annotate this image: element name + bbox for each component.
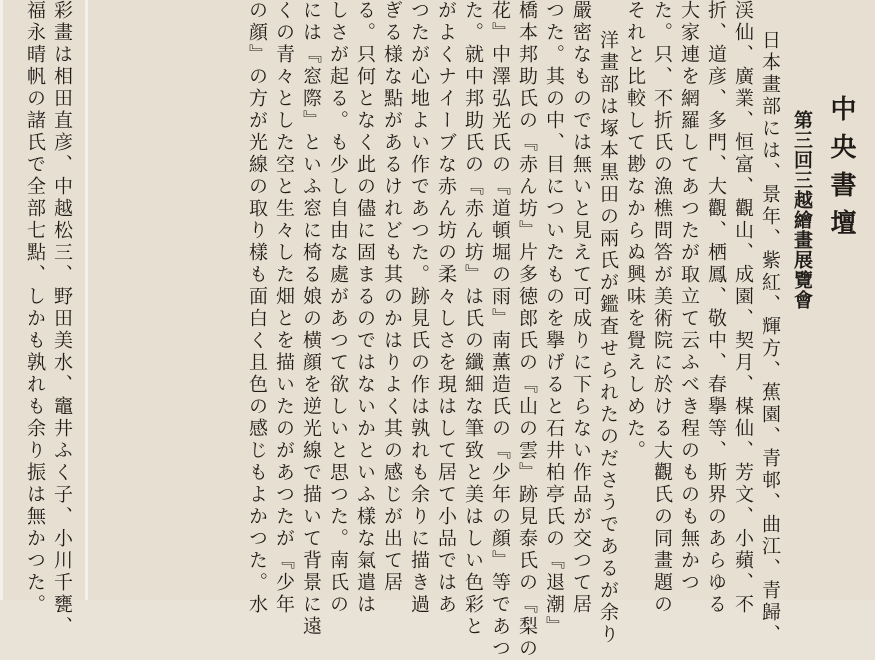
article-headline: 第三回三越繪畫展覽會 bbox=[791, 110, 813, 310]
text-column: た。只、不折氏の漁樵問答が美術院に於ける大觀氏の同畫題の bbox=[651, 0, 673, 616]
text-column: 洋畫部は塚本黒田の兩氏が鑑査せられたのださうであるが余り bbox=[597, 30, 619, 646]
text-column: 彩畫は相田直彦、中越松三、野田美水、竈井ふく子、小川千甕、 bbox=[51, 0, 73, 638]
section-title: 中央書壇 bbox=[826, 95, 856, 247]
text-column: 嚴密なものでは無いと見えて可成りに下らない作品が交つて居 bbox=[570, 0, 592, 616]
text-column: ぎる様な點があるけれども其のかはりよく其の感じが出て居 bbox=[381, 0, 403, 594]
text-column: 折、道彦、多門、大觀、栖鳳、敬中、春擧等、斯界のあらゆる bbox=[705, 0, 727, 616]
text-column: がよくナイーブな赤ん坊の柔々しさを現はして居て小品ではあ bbox=[435, 0, 457, 616]
text-column: 橋本邦助氏の『赤ん坊』片多徳郎氏の『山の雲』跡見泰氏の『梨の bbox=[516, 0, 538, 660]
text-column: の顔』の方が光線の取り樣も面白く且色の感じもよかつた。水 bbox=[246, 0, 268, 616]
text-column: 渓仙、廣業、恒富、觀山、成園、契月、楳仙、芳文、小蘋、不 bbox=[732, 0, 754, 616]
text-column: 大家連を網羅してあつたが取立て云ふべき程のものも無かつ bbox=[678, 0, 700, 594]
text-column: つたが心地よい作であつた。跡見氏の作は孰れも余りに描き過 bbox=[408, 0, 430, 616]
text-column: る。只何となく此の儘に固まるのではないかといふ樣な氣遣は bbox=[354, 0, 376, 616]
text-column: 花』中澤弘光氏の『道頓堀の雨』南薫造氏の『少年の顔』等であつ bbox=[489, 0, 511, 660]
text-column: くの青々とした空と生々した畑とを描いたのがあつたが『少年 bbox=[273, 0, 295, 616]
text-column: しさが起る。も少し自由な處があつて欲しいと思つた。南氏の bbox=[327, 0, 349, 616]
text-column: 日本畫部には、景年、紫紅、輝方、蕉園、青邨、曲江、青歸、 bbox=[759, 30, 781, 646]
text-column: つた。其の中、目についたものを擧げると石井柏亭氏の『退潮』 bbox=[543, 0, 565, 638]
column-rule-left bbox=[0, 0, 3, 600]
text-column: には『窓際』といふ窓に椅る娘の横顔を逆光線で描いて背景に遠 bbox=[300, 0, 322, 638]
column-rule bbox=[85, 0, 88, 600]
text-column: た。就中邦助氏の『赤ん坊』は氏の纖細な筆致と美はしい色彩と bbox=[462, 0, 484, 638]
text-column: 福永晴帆の諸氏で全部七點、しかも孰れも余り振は無かつた。 bbox=[24, 0, 46, 616]
text-column: それと比較して尠なからぬ興味を覺えしめた。 bbox=[624, 0, 646, 462]
